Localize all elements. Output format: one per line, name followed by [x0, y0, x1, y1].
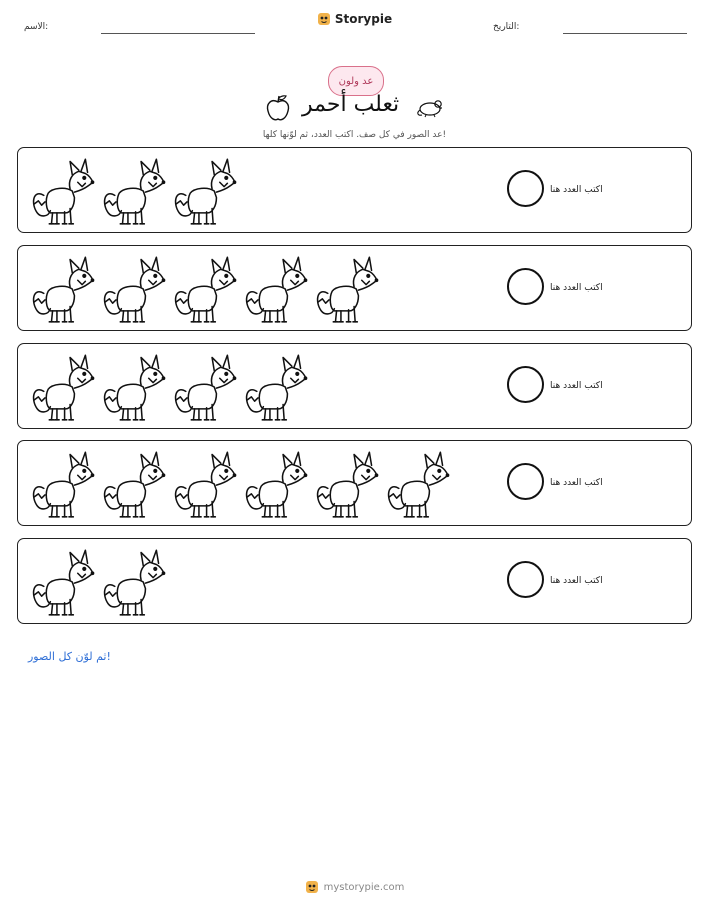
- answer-circle[interactable]: [507, 561, 544, 598]
- counting-row-1: [17, 147, 692, 233]
- fox-icon: [28, 156, 99, 226]
- date-label: التاريخ:: [493, 22, 520, 32]
- coloring-note: ثم لوّن كل الصور!: [28, 650, 111, 663]
- fox-group: [28, 449, 454, 519]
- fox-icon: [28, 352, 99, 422]
- fox-icon: [99, 254, 170, 324]
- write-number-prompt: اكتب العدد هنا: [550, 478, 603, 488]
- brand-name: Storypie: [334, 12, 393, 26]
- page-title: ثعلب أحمر: [302, 92, 400, 117]
- fox-icon: [28, 254, 99, 324]
- answer-circle[interactable]: [507, 268, 544, 305]
- fox-icon: [241, 352, 312, 422]
- footer: [0, 880, 709, 894]
- counting-row-3: [17, 343, 692, 429]
- answer-circle[interactable]: [507, 366, 544, 403]
- fox-icon: [383, 449, 454, 519]
- storypie-logo-icon: [317, 12, 331, 26]
- fox-icon: [170, 254, 241, 324]
- fox-icon: [241, 254, 312, 324]
- fox-group: [28, 156, 241, 226]
- fox-group: [28, 254, 383, 324]
- footer-site[interactable]: mystorypie.com: [323, 881, 405, 893]
- fox-icon: [99, 449, 170, 519]
- instructions: عد الصور في كل صف. اكتب العدد، ثم لوّنها كلها!: [262, 130, 447, 140]
- name-line: [101, 33, 255, 34]
- counting-row-2: [17, 245, 692, 331]
- fox-group: [28, 352, 312, 422]
- fox-icon: [28, 547, 99, 617]
- fox-icon: [99, 156, 170, 226]
- answer-circle[interactable]: [507, 170, 544, 207]
- fox-icon: [312, 449, 383, 519]
- write-number-prompt: اكتب العدد هنا: [550, 576, 603, 586]
- name-label: الاسم:: [24, 22, 49, 32]
- answer-circle[interactable]: [507, 463, 544, 500]
- fox-icon: [28, 449, 99, 519]
- write-number-prompt: اكتب العدد هنا: [550, 283, 603, 293]
- fox-icon: [312, 254, 383, 324]
- fox-icon: [241, 449, 312, 519]
- write-number-prompt: اكتب العدد هنا: [550, 185, 603, 195]
- fox-icon: [170, 352, 241, 422]
- fox-group: [28, 547, 170, 617]
- mouse-icon: [416, 96, 446, 118]
- title-row: [0, 92, 709, 126]
- apple-icon: [265, 94, 291, 122]
- storypie-logo-icon: [305, 880, 319, 894]
- fox-icon: [99, 547, 170, 617]
- brand-logo: [0, 12, 709, 26]
- write-number-prompt: اكتب العدد هنا: [550, 381, 603, 391]
- counting-row-5: [17, 538, 692, 624]
- counting-row-4: [17, 440, 692, 526]
- fox-icon: [170, 156, 241, 226]
- activity-badge: عد ولون: [328, 66, 384, 96]
- fox-icon: [170, 449, 241, 519]
- date-line: [563, 33, 687, 34]
- fox-icon: [99, 352, 170, 422]
